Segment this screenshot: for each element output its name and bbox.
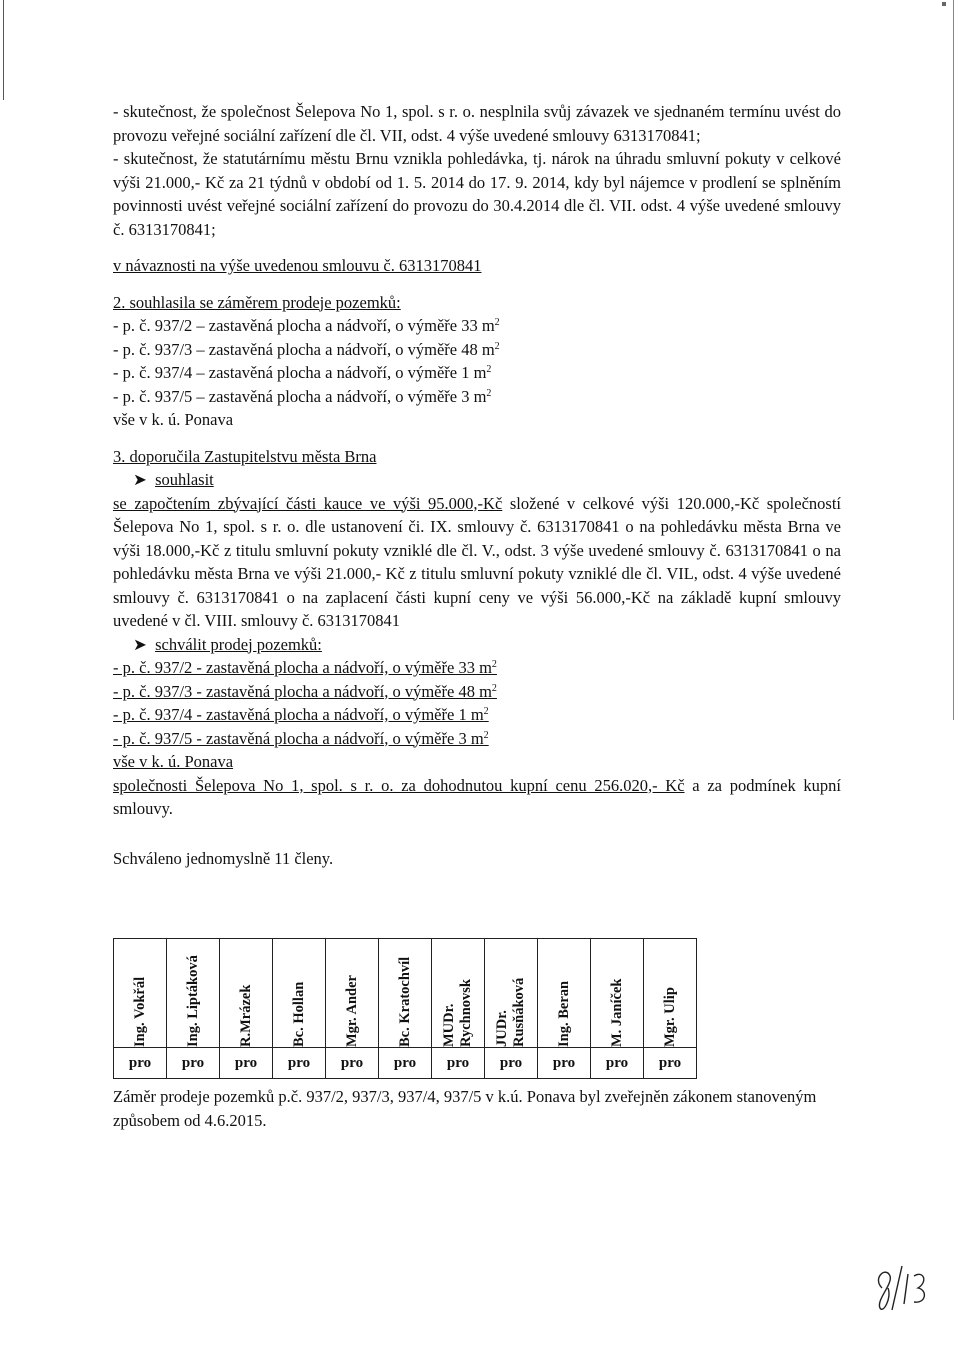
vote-cell: pro xyxy=(538,1048,591,1079)
member-cell: MUDr. Rychnovsk xyxy=(432,939,485,1048)
bullet-souhlasit: ➤ souhlasit xyxy=(133,470,214,489)
intro-paragraph-1: - skutečnost, že společnost Šelepova No 1, spol. s r. o. nesplnila svůj závazek ve sjednaném termínu uvést do provozu veřejné sociální zařízení dle čl. VII, odst. 4 výše uvedené smlouvy 6313170841; xyxy=(113,102,841,145)
vote-cell: pro xyxy=(220,1048,273,1079)
arrow-bullet-icon: ➤ xyxy=(133,634,156,654)
vote-cell: pro xyxy=(273,1048,326,1079)
scan-edge-left xyxy=(3,0,4,100)
contract-reference: v návaznosti na výše uvedenou smlouvu č. 6313170841 xyxy=(113,256,482,275)
member-cell: Bc. Hollan xyxy=(273,939,326,1048)
intro-paragraph-2: - skutečnost, že statutárnímu městu Brnu vznikla pohledávka, tj. nárok na úhradu smluvní pokuty v celkové výši 21.000,- Kč za 21 týdnů v období od 1. 5. 2014 do 17. 9. 2014, kdy byl nájemce v prodlení se splněním povinnosti uvést veřejné sociální zařízení do provozu do 30.4.2014 dle čl. VII. odst. 4 výše uvedené smlouvy č. 6313170841; xyxy=(113,149,841,239)
vote-cell: pro xyxy=(644,1048,697,1079)
member-cell: Ing. Beran xyxy=(538,939,591,1048)
member-cell: Ing. Vokřál xyxy=(114,939,167,1048)
arrow-bullet-icon: ➤ xyxy=(133,470,156,489)
member-cell: Ing. Liptáková xyxy=(167,939,220,1048)
section-2-heading: 2. souhlasila se záměrem prodeje pozemků: xyxy=(113,292,401,312)
approval-note: Schváleno jednomyslně 11 členy. xyxy=(113,848,334,868)
section-3-parcel: - p. č. 937/5 - zastavěná plocha a nádvoří, o výměře 3 $m^2$ xyxy=(113,728,489,748)
sale-paragraph: společnosti Šelepova No 1, spol. s r. o. za dohodnutou kupní cenu 256.020,- Kč a za podmínek kupní smlouvy. xyxy=(113,775,841,818)
section-3-parcel: - p. č. 937/2 - zastavěná plocha a nádvoří, o výměře 33 $m^2$ xyxy=(113,658,497,677)
vote-cell: pro xyxy=(591,1048,644,1079)
vote-cell: pro xyxy=(485,1048,538,1079)
member-cell: Bc. Kratochvíl xyxy=(379,939,432,1048)
member-cell: M. Janíček xyxy=(591,939,644,1048)
section-2-parcel: - p. č. 937/4 – zastavěná plocha a nádvoří, o výměře 1 $m^2$ xyxy=(113,363,492,382)
vote-cell: pro xyxy=(432,1048,485,1079)
section-3-parcel: - p. č. 937/4 - zastavěná plocha a nádvoří, o výměře 1 $m^2$ xyxy=(113,705,489,724)
member-cell: JUDr. Rusňáková xyxy=(485,939,538,1048)
bullet-schvalit: ➤ schválit prodej pozemků: xyxy=(133,634,322,654)
section-2-cadastre: vše v k. ú. Ponava xyxy=(113,410,234,429)
vote-cell: pro xyxy=(167,1048,220,1079)
member-cell: Mgr. Ulip xyxy=(644,939,697,1048)
section-3-cadastre: vše v k. ú. Ponava xyxy=(113,752,234,771)
vote-table-votes-row xyxy=(114,1048,697,1079)
vote-table xyxy=(113,938,697,1079)
publication-note: Záměr prodeje pozemků p.č. 937/2, 937/3, 937/4, 937/5 v k.ú. Ponava byl zveřejněn zákonem stanoveným způsobem od 4.6.2015. xyxy=(113,1087,817,1130)
deposit-paragraph: se započtením zbývající části kauce ve výši 95.000,-Kč složené v celkové výši 120.000,-Kč společností Šelepova No 1, spol. s r. o. dle ustanovení či. IX. smlouvy č. 6313170841 o na pohledávku města Brna ve výši 18.000,-Kč z titulu smluvní pokuty vzniklé dle čl. V., odst. 3 výše uvedené smlouvy č. 6313170841 o na pohledávku města Brna ve výši 21.000,- Kč z titulu smluvní pokuty vzniklé dle čl. VIL, odst. 4 výše uvedené smlouvy č. 6313170841 o na zaplacení části kupní ceny ve výši 56.000,-Kč na základě kupní smlouvy uvedené v čl. VIII. smlouvy č. 6313170841 xyxy=(113,493,841,630)
section-2-parcel: - p. č. 937/3 – zastavěná plocha a nádvoří, o výměře 48 $m^2$ xyxy=(113,339,500,359)
member-cell: Mgr. Ander xyxy=(326,939,379,1048)
section-3-parcel: - p. č. 937/3 - zastavěná plocha a nádvoří, o výměře 48 $m^2$ xyxy=(113,681,497,701)
scan-edge-right xyxy=(953,0,954,720)
document-body xyxy=(113,100,841,870)
vote-table-names-row xyxy=(114,939,697,1048)
vote-cell: pro xyxy=(114,1048,167,1079)
section-3-heading: 3. doporučila Zastupitelstvu města Brna xyxy=(113,446,377,466)
section-2-parcel: - p. č. 937/5 – zastavěná plocha a nádvoří, o výměře 3 $m^2$ xyxy=(113,386,492,406)
vote-cell: pro xyxy=(326,1048,379,1079)
section-2-parcel: - p. č. 937/2 – zastavěná plocha a nádvoří, o výměře 33 $m^2$ xyxy=(113,316,500,335)
member-cell: R.Mrázek xyxy=(220,939,273,1048)
handwritten-page-mark xyxy=(868,1248,938,1318)
vote-cell: pro xyxy=(379,1048,432,1079)
scan-mark xyxy=(942,2,946,6)
